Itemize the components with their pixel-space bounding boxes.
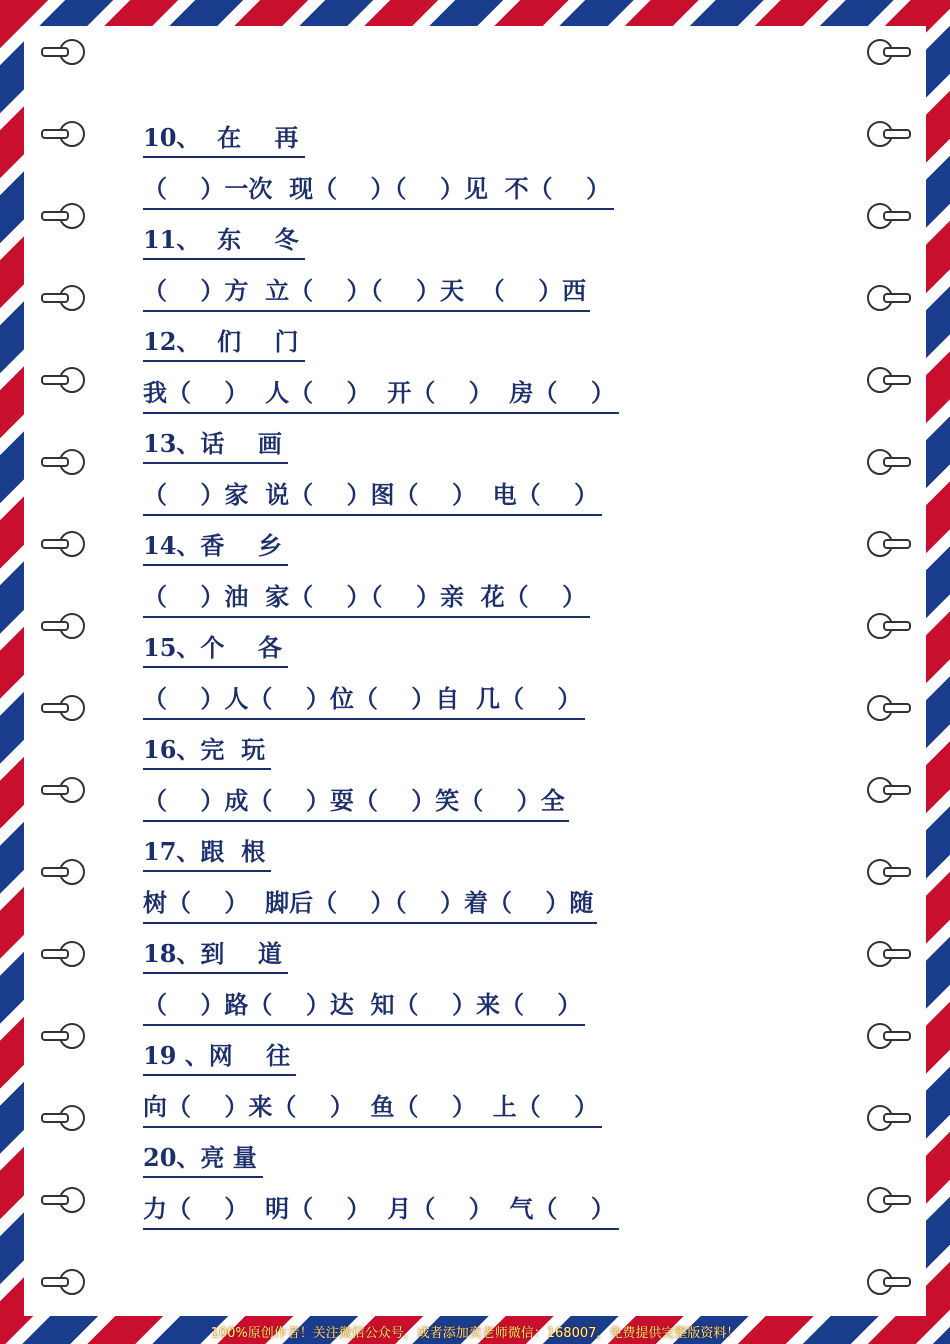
question-17	[143, 834, 743, 924]
fill-in-line: 向（ ）来（ ） 鱼（ ） 上（ ）	[143, 1088, 602, 1128]
fill-in-line: （ ）路（ ）达 知（ ）来（ ）	[143, 986, 585, 1026]
fill-in-line: （ ）人（ ）位（ ）自 几（ ）	[143, 680, 585, 720]
question-18	[143, 936, 743, 1026]
binder-ring-icon	[866, 1022, 912, 1050]
fill-in-line: 力（ ） 明（ ） 月（ ） 气（ ）	[143, 1190, 619, 1230]
binder-ring-icon	[40, 1186, 86, 1214]
question-20	[143, 1140, 743, 1230]
question-14	[143, 528, 743, 618]
question-line	[143, 476, 743, 516]
binder-ring-icon	[866, 858, 912, 886]
binder-ring-icon	[40, 38, 86, 66]
question-title: 12、 们 门	[143, 324, 305, 362]
binder-ring-icon	[866, 202, 912, 230]
question-10	[143, 120, 743, 210]
question-title: 20、亮 量	[143, 1140, 263, 1178]
question-line	[143, 986, 743, 1026]
binder-ring-icon	[40, 120, 86, 148]
binder-ring-icon	[866, 530, 912, 558]
binder-ring-icon	[866, 284, 912, 312]
fill-in-line: （ ）成（ ）耍（ ）笑（ ）全	[143, 782, 569, 822]
question-title: 13、话 画	[143, 426, 288, 464]
question-line	[143, 272, 743, 312]
fill-in-line: 树（ ） 脚后（ ）（ ）着（ ）随	[143, 884, 597, 924]
question-line	[143, 1088, 743, 1128]
binder-ring-icon	[866, 38, 912, 66]
question-line	[143, 170, 743, 210]
question-title: 16、完 玩	[143, 732, 271, 770]
binder-ring-icon	[40, 448, 86, 476]
worksheet	[143, 120, 743, 1242]
binder-ring-icon	[40, 776, 86, 804]
question-line	[143, 374, 743, 414]
question-12	[143, 324, 743, 414]
binder-ring-icon	[40, 940, 86, 968]
fill-in-line: （ ）家 说（ ）图（ ） 电（ ）	[143, 476, 602, 516]
question-title: 10、 在 再	[143, 120, 305, 158]
binder-ring-icon	[866, 1186, 912, 1214]
binder-ring-icon	[866, 448, 912, 476]
binder-ring-icon	[40, 530, 86, 558]
binder-ring-icon	[866, 776, 912, 804]
fill-in-line: 我（ ） 人（ ） 开（ ） 房（ ）	[143, 374, 619, 414]
binder-ring-icon	[40, 1268, 86, 1296]
question-title: 19 、网 往	[143, 1038, 296, 1076]
question-title: 11、 东 冬	[143, 222, 305, 260]
question-19	[143, 1038, 743, 1128]
footer-watermark-text: 100%原创作者！关注微信公众号，或者添加奕老师微信：168007，免费提供完整版资料！	[210, 1326, 740, 1341]
question-13	[143, 426, 743, 516]
binder-ring-icon	[866, 120, 912, 148]
binder-ring-icon	[40, 1104, 86, 1132]
binder-ring-icon	[40, 694, 86, 722]
binder-ring-icon	[866, 694, 912, 722]
binder-ring-icon	[40, 284, 86, 312]
question-line	[143, 1190, 743, 1230]
binder-ring-icon	[866, 1104, 912, 1132]
question-title: 14、香 乡	[143, 528, 288, 566]
binder-ring-icon	[866, 612, 912, 640]
binder-ring-icon	[866, 1268, 912, 1296]
binder-ring-icon	[866, 940, 912, 968]
question-line	[143, 578, 743, 618]
binder-ring-icon	[40, 202, 86, 230]
binder-ring-icon	[40, 366, 86, 394]
question-line	[143, 680, 743, 720]
fill-in-line: （ ）方 立（ ）（ ）天 （ ）西	[143, 272, 590, 312]
question-title: 17、跟 根	[143, 834, 271, 872]
binder-ring-icon	[40, 858, 86, 886]
question-line	[143, 782, 743, 822]
binder-ring-icon	[866, 366, 912, 394]
binder-ring-icon	[40, 1022, 86, 1050]
question-15	[143, 630, 743, 720]
fill-in-line: （ ）油 家（ ）（ ）亲 花（ ）	[143, 578, 590, 618]
fill-in-line: （ ）一次 现（ ）（ ）见 不（ ）	[143, 170, 614, 210]
binder-ring-icon	[40, 612, 86, 640]
question-11	[143, 222, 743, 312]
question-line	[143, 884, 743, 924]
question-title: 18、到 道	[143, 936, 288, 974]
question-16	[143, 732, 743, 822]
question-title: 15、个 各	[143, 630, 288, 668]
